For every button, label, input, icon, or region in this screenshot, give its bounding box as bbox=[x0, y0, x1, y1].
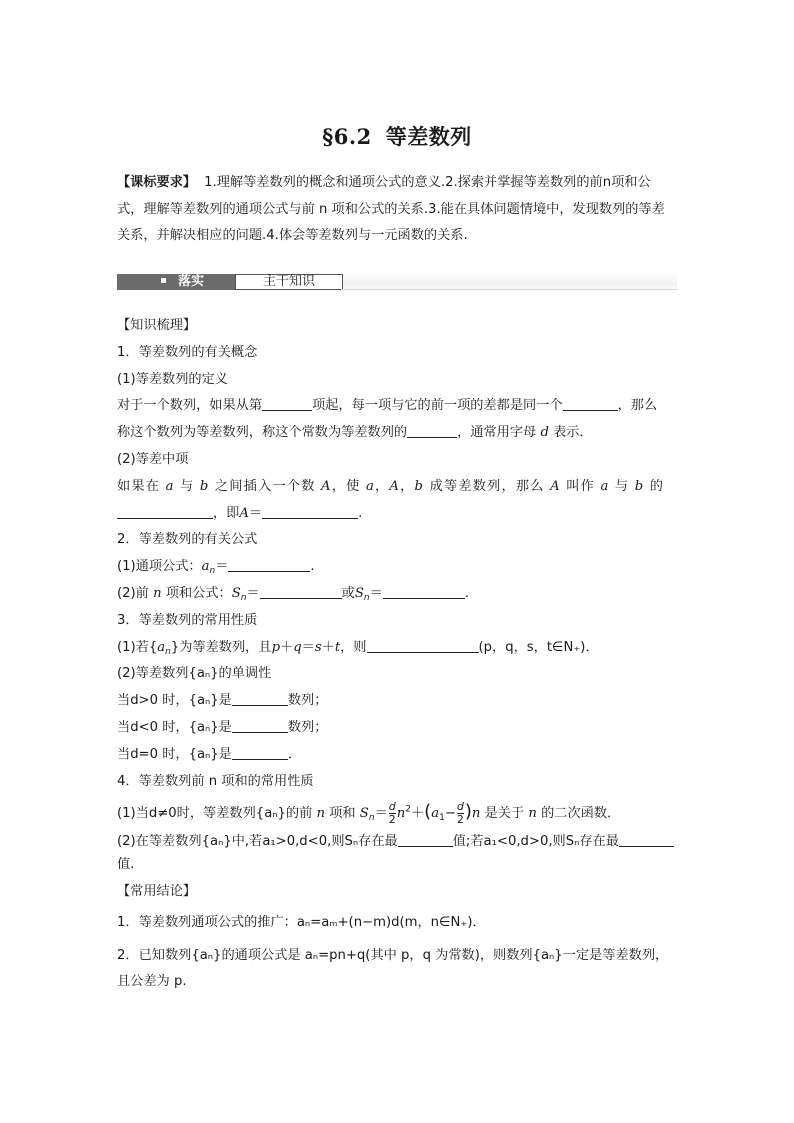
property-2-heading: (2)等差数列{aₙ}的单调性 bbox=[117, 666, 272, 682]
section-tab-light: 主干知识 bbox=[235, 274, 343, 290]
answer-blank[interactable] bbox=[398, 832, 453, 847]
answer-blank[interactable] bbox=[383, 584, 465, 599]
answer-blank[interactable] bbox=[563, 396, 618, 411]
subheading-arithmetic-mean: (2)等差中项 bbox=[117, 451, 189, 467]
sum-property-1: (1)当d≠0时，等差数列{aₙ}的前 n 项和 $S_n=$ $\frac{d}{2}$ $n^2+(a_1-$ $\frac{d}{2}$ )n 是关于 n 的二次函数． bbox=[117, 799, 621, 826]
section-number: §6.2 bbox=[322, 124, 372, 149]
heading-properties: 3．等差数列的常用性质 bbox=[117, 612, 258, 628]
heading-concepts: 1．等差数列的有关概念 bbox=[117, 344, 258, 360]
heading-conclusions: 【常用结论】 bbox=[117, 883, 197, 899]
heading-formulas: 2．等差数列的有关公式 bbox=[117, 532, 258, 548]
sum-formula: (2)前 n 项和公式：$S_n=$ 或$S_n=$ . bbox=[117, 585, 470, 603]
section-tab-dark: 落实 bbox=[117, 274, 235, 290]
conclusion-2-line-2: 且公差为 p. bbox=[117, 974, 187, 990]
sum-property-2-line-2: 值. bbox=[117, 857, 135, 873]
page-title bbox=[0, 121, 794, 151]
answer-blank[interactable] bbox=[260, 584, 342, 599]
arithmetic-mean-line-1: 如果在 a 与 b 之间插入一个数 A，使 a，A，b 成等差数列，那么 A 叫作 a 与 b 的 bbox=[117, 478, 665, 494]
answer-blank[interactable] bbox=[232, 718, 288, 733]
answer-blank[interactable] bbox=[117, 504, 213, 519]
definition-line-2: 称这个数列为等差数列，称这个常数为等差数列的 ，通常用字母 d 表示． bbox=[117, 425, 593, 441]
answer-blank[interactable] bbox=[262, 504, 358, 519]
answer-blank[interactable] bbox=[619, 832, 674, 847]
heading-sum-properties: 4．等差数列前 n 项和的常用性质 bbox=[117, 773, 314, 789]
square-bullet-icon bbox=[161, 278, 166, 283]
section-title: 等差数列 bbox=[385, 124, 472, 149]
curriculum-requirements bbox=[117, 170, 677, 250]
heading-knowledge: 【知识梳理】 bbox=[117, 318, 197, 333]
conclusion-2-line-1: 2．已知数列{aₙ}的通项公式是 aₙ=pn+q(其中 p，q 为常数)，则数列{aₙ}一定是等差数列， bbox=[117, 947, 669, 963]
monotonic-increasing: 当d>0 时，{aₙ}是 数列； bbox=[117, 693, 328, 709]
monotonic-decreasing: 当d<0 时，{aₙ}是 数列； bbox=[117, 719, 328, 735]
answer-blank[interactable] bbox=[367, 638, 479, 653]
content-body bbox=[117, 313, 679, 996]
answer-blank[interactable] bbox=[228, 557, 310, 572]
requirements-tag: 【课标要求】 bbox=[117, 175, 197, 190]
conclusion-1: 1．等差数列通项公式的推广：aₙ=aₘ+(n−m)d(m，n∈N₊)． bbox=[117, 914, 486, 930]
divider bbox=[341, 289, 677, 290]
fraction: $\frac{d}{2}$ bbox=[456, 799, 464, 826]
property-1: (1)若$\{a_n\}$为等差数列，且p＋q＝s＋t，则 (p，q，s，t∈N₊)． bbox=[117, 639, 599, 657]
arithmetic-mean-line-2: ，即A＝ . bbox=[117, 501, 679, 528]
requirements-text: 1.理解等差数列的概念和通项公式的意义.2.探索并掌握等差数列的前n项和公式，理解等差数列的通项公式与前 n 项和公式的关系.3.能在具体问题情境中，发现数列的等差关系，并解决相应的问题.4.体会等差数列与一元函数的关系. bbox=[117, 175, 665, 243]
answer-blank[interactable] bbox=[232, 745, 288, 760]
monotonic-constant: 当d=0 时，{aₙ}是 ． bbox=[117, 746, 302, 762]
fraction: $\frac{d}{2}$ bbox=[388, 799, 396, 826]
answer-blank[interactable] bbox=[232, 691, 288, 706]
answer-blank[interactable] bbox=[407, 423, 457, 438]
section-bar bbox=[117, 272, 677, 292]
sum-property-2-line-1: (2)在等差数列{aₙ}中,若a₁>0,d<0,则Sₙ存在最 值;若a₁<0,d>0,则Sₙ存在最 bbox=[117, 829, 679, 856]
answer-blank[interactable] bbox=[262, 396, 312, 411]
definition-line-1: 对于一个数列，如果从第 项起，每一项与它的前一项的差都是同一个 ，那么 bbox=[117, 398, 658, 414]
general-term-formula: (1)通项公式：$a_n=$ . bbox=[117, 559, 315, 577]
subheading-definition: (1)等差数列的定义 bbox=[117, 371, 228, 387]
